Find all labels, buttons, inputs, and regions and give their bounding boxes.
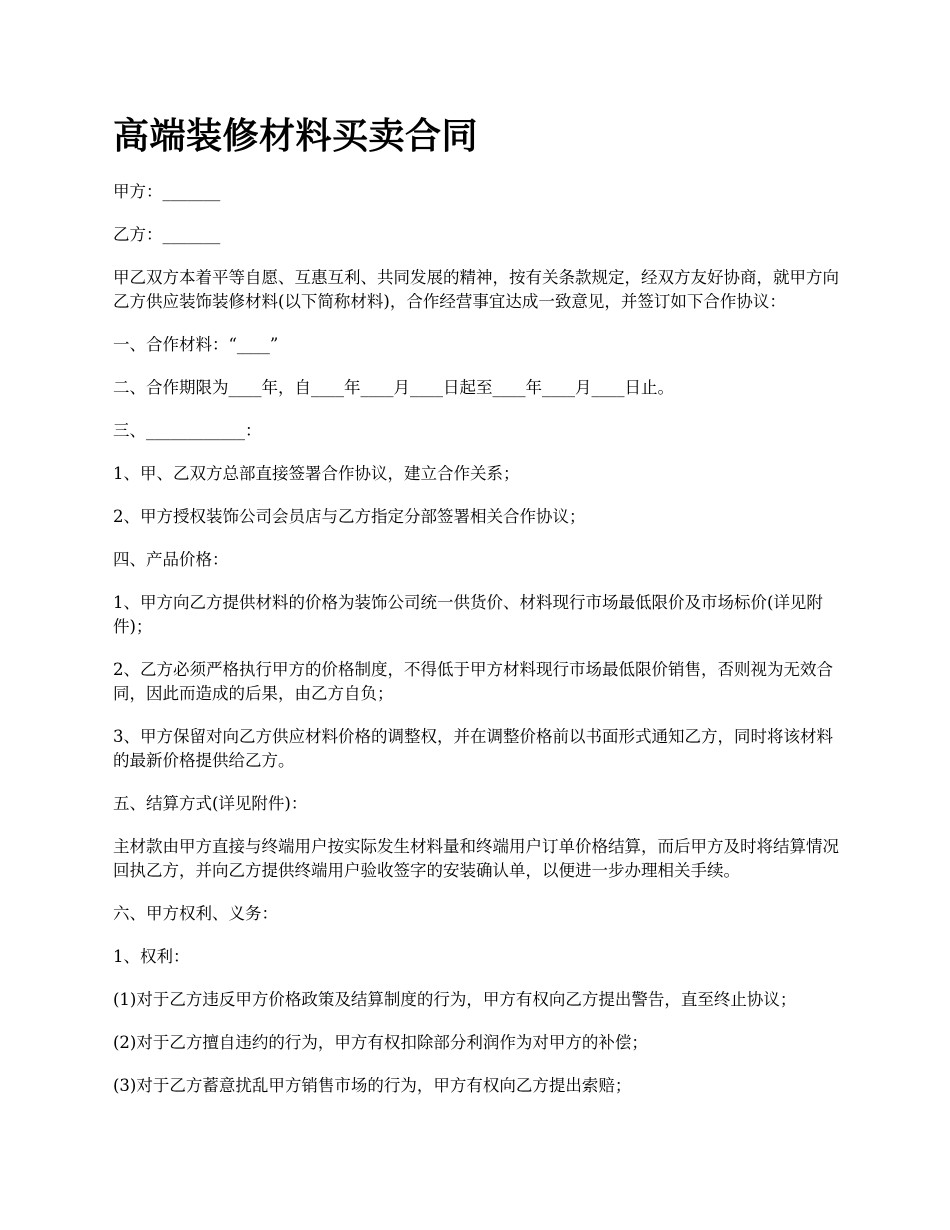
section-6-heading: 六、甲方权利、义务： [113, 904, 278, 923]
party-a-line: 甲方：_______ [113, 182, 221, 201]
section-6-right-1: (1)对于乙方违反甲方价格政策及结算制度的行为，甲方有权向乙方提出警告，直至终止协议； [113, 990, 797, 1009]
section-5-body: 主材款由甲方直接与终端用户按实际发生材料量和终端用户订单价格结算，而后甲方及时将结算情况回执乙方，并向乙方提供终端用户验收签字的安装确认单，以便进一步办理相关手续。 [113, 837, 839, 880]
section-2-heading: 二、合作期限为____年，自____年____月____日起至____年____月____日止。 [113, 378, 674, 397]
document-page [113, 112, 848, 1117]
party-b-line: 乙方：_______ [113, 225, 221, 244]
document-title: 高端装修材料买卖合同 [113, 115, 479, 157]
section-1-heading: 一、合作材料：“____” [113, 335, 279, 354]
section-3-item-1: 1、甲、乙双方总部直接签署合作协议，建立合作关系； [113, 464, 520, 483]
section-4-heading: 四、产品价格： [113, 550, 229, 569]
section-4-item-1: 1、甲方向乙方提供材料的价格为装饰公司统一供货价、材料现行市场最低限价及市场标价(详见附件)； [113, 593, 823, 636]
section-3-heading: 三、____________： [113, 421, 262, 440]
section-4-item-3: 3、甲方保留对向乙方供应材料价格的调整权，并在调整价格前以书面形式通知乙方，同时将该材料的最新价格提供给乙方。 [113, 727, 833, 770]
section-4-item-2: 2、乙方必须严格执行甲方的价格制度，不得低于甲方材料现行市场最低限价销售，否则视为无效合同，因此而造成的后果，由乙方自负； [113, 660, 833, 703]
section-3-item-2: 2、甲方授权装饰公司会员店与乙方指定分部签署相关合作协议； [113, 507, 586, 526]
section-6-subheading-rights: 1、权利： [113, 947, 190, 966]
section-6-right-3: (3)对于乙方蓄意扰乱甲方销售市场的行为，甲方有权向乙方提出索赔； [113, 1076, 632, 1095]
preamble-paragraph: 甲乙双方本着平等自愿、互惠互利、共同发展的精神，按有关条款规定，经双方友好协商，就甲方向乙方供应装饰装修材料(以下简称材料)，合作经营事宜达成一致意见，并签订如下合作协议： [113, 268, 839, 311]
section-6-right-2: (2)对于乙方擅自违约的行为，甲方有权扣除部分利润作为对甲方的补偿； [113, 1033, 648, 1052]
section-5-heading: 五、结算方式(详见附件)： [113, 794, 308, 813]
